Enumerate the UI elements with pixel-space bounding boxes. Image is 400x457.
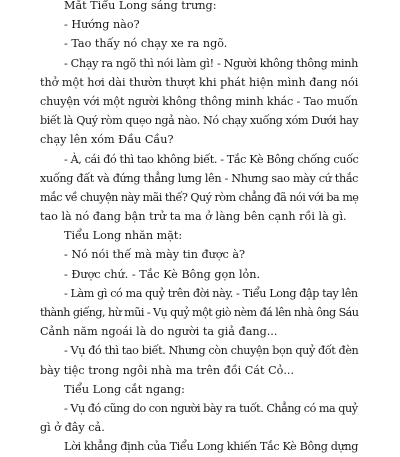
text-line: - Hướng nào?: [64, 18, 140, 32]
text-line: - Chạy ra ngõ thì nói làm gì! - Người không thông minh: [64, 56, 358, 70]
text-line: Cảnh năm ngoái là do người ta giả đang...: [40, 325, 278, 339]
text-line: - Được chứ. - Tắc Kè Bông gọn lỏn.: [64, 267, 261, 281]
text-line: Tiểu Long nhăn mặt:: [64, 229, 183, 243]
text-line: - Vụ đó thì tao biết. Nhưng còn chuyện bọn quỷ đốt đèn: [64, 344, 359, 358]
page-text: [40, 0, 358, 457]
text-line: chạy lên xóm Đầu Cầu?: [40, 133, 174, 147]
text-line: thành giếng, hừ mũi - Vụ quỷ một giò nèm đá lên nhà ông Sáu: [40, 306, 359, 319]
text-line: biết là Quý ròm quẹo ngả nào. Nó chạy xuống xóm Dưới hay: [40, 114, 359, 128]
text-line: Lời khẳng định của Tiểu Long khiến Tắc Kè Bông dựng: [64, 440, 359, 454]
text-line: tao là nó đang bận trử ta ma ở làng bên cạnh rồi là gì.: [40, 210, 347, 224]
text-line: thở một hơi dài thườn thượt khi phát hiện mình đang nói: [40, 75, 359, 89]
text-line: xuống đất và đứng thẳng lưng lên - Nhưng sao mày cứ thắc: [40, 171, 359, 185]
text-line: chuyện với một người không thông minh khác - Tao muốn: [40, 94, 358, 108]
text-line: bày tiệc trong ngôi nhà ma trên đồi Cát Cỏ...: [40, 363, 295, 377]
text-line: - Vụ đó cũng do con người bày ra tuốt. Chẳng có ma quỷ: [64, 401, 358, 415]
text-line: - À, cái đó thì tao không biết. - Tắc Kè Bông chống cuốc: [64, 152, 359, 166]
text-line: - Làm gì có ma quỷ trên đời này. - Tiểu Long đập tay lên: [64, 286, 358, 300]
text-line: Mắt Tiểu Long sáng trưng:: [64, 0, 217, 12]
text-line: - Nó nói thế mà mày tin được à?: [64, 248, 246, 262]
text-line: gì ở đây cả.: [40, 421, 105, 435]
text-line: Tiểu Long cắt ngang:: [64, 382, 185, 396]
text-line: mắc về chuyện này mãi thế? Quý ròm chẳng đã nói với ba mẹ: [40, 190, 359, 204]
text-line: - Tao thấy nó chạy xe ra ngõ.: [64, 37, 228, 51]
